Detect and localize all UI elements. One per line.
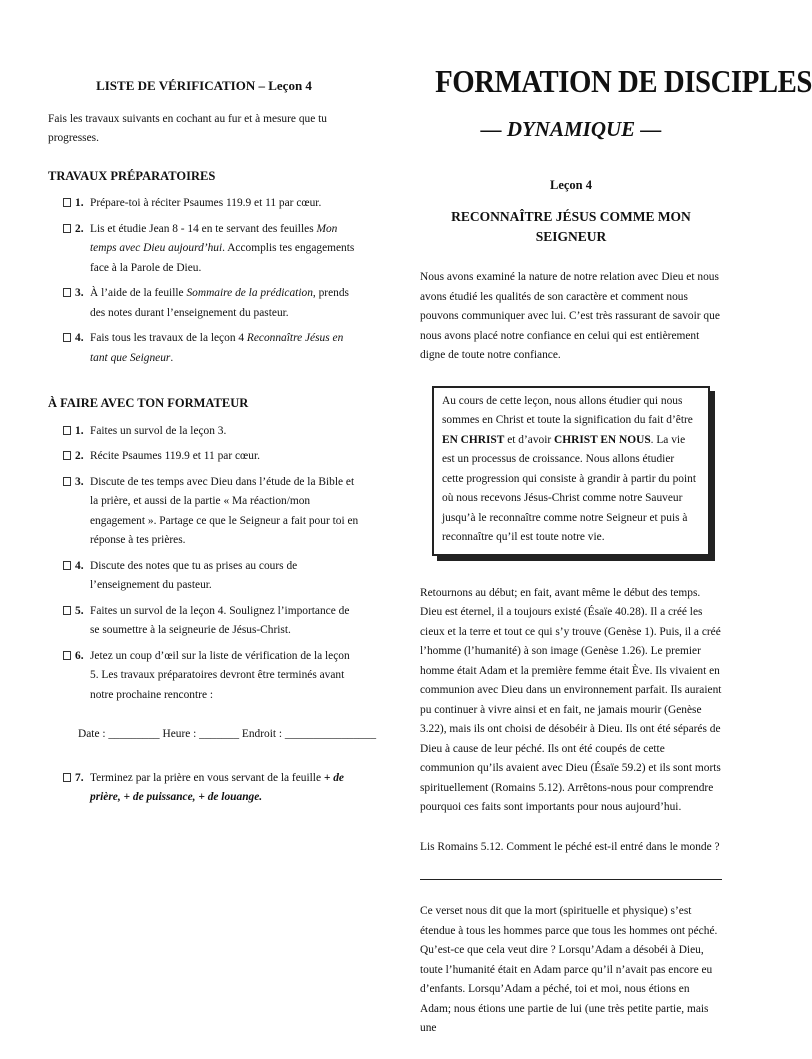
item-text: Faites un survol de la leçon 3. — [90, 424, 227, 437]
item-number: 4. — [75, 332, 84, 344]
item-number: 6. — [75, 649, 84, 662]
item-number: 1. — [75, 197, 84, 209]
item-text: À l’aide de la feuille Sommaire de la prédication, prends des notes durant l’enseignement du pasteur. — [90, 287, 349, 319]
item-number: 1. — [75, 424, 84, 437]
item-number: 2. — [75, 450, 84, 462]
item-text: Faites un survol de la leçon 4. Soulignez l’importance de se soumettre à la seigneurie de Jésus-Christ. — [90, 604, 350, 636]
paragraph: Nous avons examiné la nature de notre relation avec Dieu et nous avons étudié les qualités de son caractère et comment nous pouvons communiquer avec lui. C’est très rassurant de savoir que nous avons placé notre confiance en celui qui est entièrement digne de toute notre confiance. — [420, 271, 720, 361]
section-heading-preparatory: TRAVAUX PRÉPARATOIRES — [48, 168, 216, 183]
worksheet-title: Sommaire de la prédication — [186, 287, 313, 299]
lesson-title: RECONNAÎTRE JÉSUS COMME MON SEIGNEUR — [451, 209, 691, 244]
subtitle: — DYNAMIQUE — — [480, 117, 662, 141]
item-text: Fais tous les travaux de la leçon 4 Reconnaître Jésus en tant que Seigneur. — [90, 332, 344, 364]
checklist-title: LISTE DE VÉRIFICATION – Leçon 4 — [96, 78, 312, 93]
checklist-column — [48, 76, 377, 814]
checkbox[interactable] — [63, 477, 71, 486]
main-title: FORMATION DE DISCIPLES — [435, 63, 812, 99]
checkbox[interactable] — [63, 198, 71, 207]
item-text: Prépare-toi à réciter Psaumes 119.9 et 11 par cœur. — [90, 197, 322, 209]
checklist-item — [48, 473, 360, 551]
callout-box: Au cours de cette leçon, nous allons étudier qui nous sommes en Christ et toute la signification du fait d’être EN CHRIST et d’avoir CHRIST EN NOUS. La vie est un processus de croissance. Nous allons étudier cette progression qui consiste à grandir à partir du point où nous recevons Jésus-Christ comme notre Sauveur jusqu’à le reconnaître comme notre Seigneur et puis à reconnaître qu’il est toute notre vie. — [432, 386, 710, 556]
checklist-item — [48, 220, 360, 279]
item-text: Jetez un coup d’œil sur la liste de vérification de la leçon 5. Les travaux préparatoires devront être terminés avant notre prochaine rencontre : — [90, 649, 350, 701]
item-text: Discute de tes temps avec Dieu dans l’étude de la Bible et la prière, et aussi de la partie « Ma réaction/mon engagement ». Partage ce que le Seigneur a fait pour toi en réponse à tes prières. — [90, 475, 359, 546]
checkbox[interactable] — [63, 606, 71, 615]
checkbox[interactable] — [63, 426, 71, 435]
item-number: 3. — [75, 287, 84, 299]
item-text: Terminez par la prière en vous servant de la feuille + de prière, + de puissance, + de louange. — [90, 771, 344, 803]
paragraph: Ce verset nous dit que la mort (spirituelle et physique) s’est étendue à tous les hommes parce que tous les hommes ont péché. Qu’est-ce que cela veut dire ? Lorsqu’Adam a désobéi à Dieu, toute l’humanité était en Adam parce qu’il n’avait pas encore eu d’enfants. Lorsqu’Adam a péché, toi et moi, nous étions en Adam; nous étions une partie de lui (une très petite partie, mais une — [420, 905, 718, 1034]
lesson-title-ref: Reconnaître Jésus en tant que Seigneur — [90, 332, 344, 364]
checklist-item — [48, 422, 360, 442]
item-text: Lis et étudie Jean 8 - 14 en te servant des feuilles Mon temps avec Dieu aujourd’hui. Accomplis tes engagements face à la Parole de Dieu. — [90, 222, 355, 274]
date-time-place-field[interactable]: Date : _________ Heure : _______ Endroit : ________________ — [78, 728, 377, 740]
lesson-column — [420, 62, 812, 1059]
checklist-item — [48, 647, 360, 706]
answer-line[interactable] — [420, 879, 722, 880]
item-number: 5. — [75, 604, 84, 617]
checkbox[interactable] — [63, 288, 71, 297]
item-text: Discute des notes que tu as prises au cours de l’enseignement du pasteur. — [90, 559, 298, 591]
checkbox[interactable] — [63, 561, 71, 570]
study-question: Lis Romains 5.12. Comment le péché est-il entré dans le monde ? — [420, 840, 720, 853]
checklist-item — [48, 447, 360, 467]
checkbox[interactable] — [63, 224, 71, 233]
checklist-item — [48, 602, 360, 641]
paragraph: Retournons au début; en fait, avant même le début des temps. Dieu est éternel, il a toujours existé (Ésaïe 40.28). Il a créé les cieux et la terre et tout ce qui s’y trouve (Genèse 1). Puis, il a créé l’homme (l’humanité) à son image (Genèse 1.26). Le premier homme était Adam et la première femme était Ève. Ils vivaient en communion avec Dieu dans un environnement parfait. Ils auraient pu continuer à vivre ainsi et en fait, ne jamais mourir (Genèse 3.22), mais ils ont choisi de désobéir à Dieu. Ils ont été séparés de Dieu à cause de leur péché. Ils ont été coupés de cette communion qu’ils avaient avec Dieu (Ésaïe 59.2) et ils sont morts spirituellement (Romains 5.12). Arrêtons-nous pour comprendre pourquoi ces faits sont importants pour nous aujourd’hui. — [420, 586, 722, 813]
checkbox[interactable] — [63, 773, 71, 782]
item-number: 2. — [75, 222, 84, 235]
checklist-item — [48, 329, 360, 368]
checklist-item — [48, 194, 360, 214]
checkbox[interactable] — [63, 333, 71, 342]
item-number: 7. — [75, 771, 84, 784]
worksheet-title: Mon temps avec Dieu aujourd’hui — [90, 222, 338, 254]
lesson-number: Leçon 4 — [549, 177, 592, 192]
checklist-item — [48, 769, 360, 808]
item-number: 3. — [75, 475, 84, 488]
emphasis: EN CHRIST — [442, 433, 505, 446]
item-text: Récite Psaumes 119.9 et 11 par cœur. — [90, 450, 260, 462]
section-heading-with-trainer: À FAIRE AVEC TON FORMATEUR — [48, 396, 249, 410]
item-number: 4. — [75, 559, 84, 572]
emphasis: CHRIST EN NOUS — [554, 433, 651, 446]
checkbox[interactable] — [63, 651, 71, 660]
worksheet-title: + de prière, + de puissance, + de louange. — [90, 771, 344, 803]
checklist-item — [48, 557, 360, 596]
checkbox[interactable] — [63, 451, 71, 460]
checklist-intro: Fais les travaux suivants en cochant au fur et à mesure que tu progresses. — [48, 112, 327, 144]
checklist-item — [48, 284, 360, 323]
